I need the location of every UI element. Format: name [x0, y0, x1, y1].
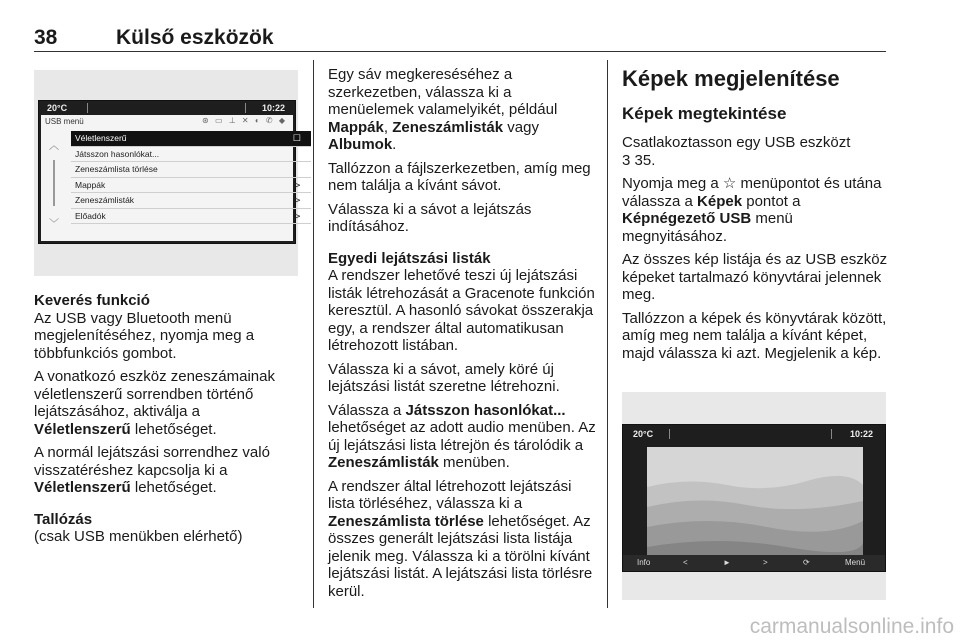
submenu-arrow-icon: ⊳ — [293, 195, 301, 205]
usb-menu-figure — [34, 70, 301, 276]
status-separator — [87, 103, 88, 113]
image-control-button[interactable]: > — [763, 558, 768, 567]
page-header — [34, 26, 886, 50]
status-bar — [39, 101, 295, 115]
chapter-title: Külső eszközök — [116, 26, 274, 49]
column-2-text — [328, 66, 596, 600]
menu-item[interactable] — [71, 147, 311, 163]
submenu-arrow-icon: ⊳ — [293, 210, 301, 221]
image-control-button[interactable]: Info — [637, 558, 651, 567]
landscape-photo — [647, 447, 866, 567]
menu-item-label: Zeneszámlisták — [75, 195, 135, 205]
status-icons: ⊛ ▭ ⊥ ✕ ◐ ✆ ◆ — [202, 116, 287, 125]
home-icon: ☆ — [722, 175, 737, 192]
paragraph: Nyomja meg a ☆ menüpontot és utána válassza a Képek pontot a Képnégezető USB menü megnyitásához. — [622, 175, 882, 245]
status-separator — [831, 429, 832, 439]
checkbox-icon: ☐ — [292, 133, 301, 143]
menu-item-label: Mappák — [75, 179, 106, 190]
page-reference: 3 35. — [622, 151, 656, 169]
column-divider-1 — [313, 60, 314, 608]
paragraph: A normál lejátszási sorrendhez való visszatéréshez kapcsolja ki a Véletlenszerű lehetőséget. — [34, 444, 270, 496]
usb-screen — [38, 100, 301, 244]
subsection-title: Képek megtekintése — [622, 104, 787, 123]
scroll-up-icon[interactable]: ︿ — [49, 141, 59, 152]
menu-item[interactable] — [71, 162, 311, 178]
paragraph: Csatlakoztasson egy USB eszközt — [622, 134, 851, 151]
clock: 10:22 — [261, 103, 285, 113]
paragraph: Az összes kép listája és az USB eszköz képeket tartalmazó könyvtárai jelennek meg. — [622, 251, 888, 303]
submenu-arrow-icon: ⊳ — [293, 179, 301, 190]
menu-item-label: Játsszon hasonlókat... — [75, 148, 160, 159]
image-control-button[interactable]: ⟳ — [803, 558, 810, 567]
menu-item-label: Zeneszámlista törlése — [75, 164, 158, 174]
header-rule — [34, 51, 886, 52]
paragraph: A vonatkozó eszköz zeneszámainak véletlenszerű sorrendben történő lejátszásához, aktiválja a Véletlenszerű lehetőséget. — [34, 368, 275, 438]
temperature: 20°C — [47, 103, 68, 113]
clock: 10:22 — [849, 429, 873, 439]
paragraph: Tallózzon a fájlszerkezetben, amíg meg nem találja a kívánt sávot. — [328, 159, 591, 194]
menu-item-label: Véletlenszerű — [75, 133, 127, 143]
menu-item[interactable] — [71, 178, 311, 194]
scroll-down-icon[interactable]: ﹀ — [49, 219, 59, 230]
temperature: 20°C — [633, 429, 654, 439]
usb-menu-title: USB menü — [45, 117, 84, 126]
paragraph: Az USB vagy Bluetooth menü megjelenítéséhez, nyomja meg a többfunkciós gombot. — [34, 309, 255, 362]
usb-menu-list — [71, 131, 311, 224]
image-control-button[interactable]: ► — [723, 558, 731, 567]
image-control-button[interactable]: < — [683, 558, 688, 567]
image-viewer-figure — [622, 392, 886, 600]
paragraph: Válassza ki a sávot a lejátszás indításához. — [328, 200, 532, 235]
menu-item[interactable] — [71, 209, 311, 225]
paragraph: Egy sáv megkereséséhez a szerkezetben, válassza ki a menüelemek valamelyikét, például Mappák, Zeneszámlisták vagy Albumok. — [328, 66, 558, 153]
watermark: carmanualsonline.info — [749, 615, 954, 638]
menu-item[interactable] — [71, 131, 311, 147]
heading-shuffle: Keverés funkció — [34, 292, 150, 309]
column-3-text — [622, 134, 888, 362]
paragraph: Tallózzon a képek és könyvtárak között, amíg meg nem találja a kívánt képet, majd válassza ki azt. Megjelenik a kép. — [622, 309, 887, 362]
column-divider-2 — [607, 60, 608, 608]
paragraph: A rendszer által létrehozott lejátszási lista törléséhez, válassza ki a Zeneszámlista törlése lehetőséget. Az összes generált lejátszási lista listája jelenik meg. Válassza ki a törölni kívánt lejátszási listát. A lejátszási lista törlésre kerül. — [328, 477, 593, 600]
paragraph: Válassza a Játsszon hasonlókat... lehetőséget az adott audio menüben. Az új lejátszási lista létrejön és tárolódik a Zeneszámlisták menüben. — [328, 401, 596, 471]
page-number: 38 — [34, 26, 58, 49]
menu-item-label: Előadók — [75, 210, 106, 221]
image-viewer-screen — [622, 424, 886, 572]
heading-playlists: Egyedi lejátszási listák — [328, 249, 491, 267]
scrollbar[interactable] — [53, 160, 55, 206]
image-control-bar — [623, 555, 885, 571]
usb-menu-panel — [41, 115, 301, 241]
heading-browse: Tallózás — [34, 510, 93, 528]
paragraph: A rendszer lehetővé teszi új lejátszási listák létrehozását a Gracenote funkción keresztül. A hasonló sávokat összerakja egy, a rendszer által automatikusan létrehozott listában. — [328, 267, 595, 354]
paragraph: Válassza ki a sávot, amely köré új lejátszási listát szeretne létrehozni. — [328, 360, 560, 395]
status-bar — [623, 425, 885, 443]
section-title: Képek megjelenítése — [622, 66, 840, 91]
image-control-button[interactable]: Menü — [845, 558, 866, 567]
paragraph: (csak USB menükben elérhető) — [34, 528, 243, 545]
status-separator — [669, 429, 670, 439]
status-separator — [245, 103, 246, 113]
menu-item[interactable] — [71, 193, 311, 209]
column-1-text — [34, 292, 298, 546]
